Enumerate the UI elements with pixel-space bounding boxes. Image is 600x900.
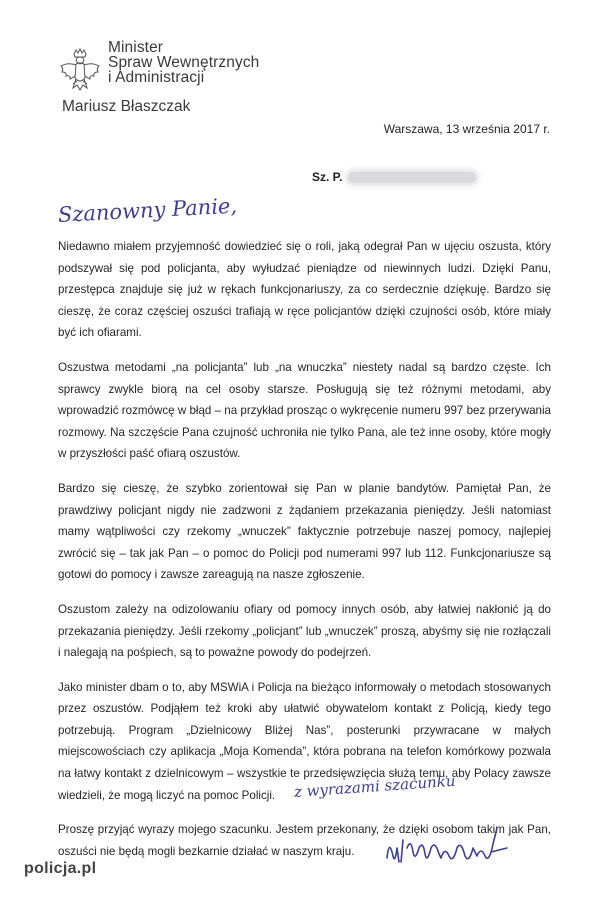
letter-body <box>58 236 551 875</box>
paragraph: Oszustwa metodami „na policjanta” lub „na wnuczka” niestety nadal są bardzo częste. Ich sprawcy zwykle biorą na cel osoby starsze. Posługują się też różnymi metodami, aby wprowadzić rozmówcę w błąd – na przykład prosząc o wykręcenie numeru 997 bez przerywania rozmowy. Na szczęście Pana czujność uchroniła nie tylko Pana, ale też inne osoby, które mogły w przyszłości paść ofiarą oszustów. <box>58 360 551 461</box>
ministry-line: Minister <box>108 39 164 56</box>
minister-name: Mariusz Błaszczak <box>62 98 191 115</box>
ministry-line: i Administracji <box>108 69 205 86</box>
handwritten-closing: z wyrazami szacunku <box>293 771 456 801</box>
handwritten-greeting: Szanowny Panie, <box>57 193 238 227</box>
paragraph: Jako minister dbam o to, aby MSWiA i Policja na bieżąco informowały o metodach stosowanych przez oszustów. Podjąłem też kroki aby ułatwić obywatelom kontakt z Policją, kiedy tego potrzebują. Program „Dzielnicowy Bliżej Nas”, posterunki przywracane w małych miejscowościach czy aplikacja „Moja Komenda”, która pobrana na telefon komórkowy pozwala na łatwy kontakt z dzielnicowym – wszystkie te przedsięwzięcia służą temu, aby Polacy zawsze wiedzieli, że mogą liczyć na pomoc Policji. <box>58 680 551 802</box>
paragraph: Oszustom zależy na odizolowaniu ofiary od pomocy innych osób, aby łatwiej nakłonić ją do przekazania pieniędzy. Jeśli rzekomy „policjant” lub „wnuczek” proszą, abyśmy się nie rozłączali i nalegają na pośpiech, są to poważne powody do podejrzeń. <box>58 602 551 660</box>
place-date: Warszawa, 13 września 2017 r. <box>383 122 550 136</box>
addressee-prefix: Sz. P. <box>312 170 343 184</box>
site-watermark: policja.pl <box>24 860 97 877</box>
paragraph: Niedawno miałem przyjemność dowiedzieć się o roli, jaką odegrał Pan w ujęciu oszusta, który podszywał się pod policjanta, aby wyłudzać pieniądze od niewinnych ludzi. Dzięki Panu, przestępca znajduje się już w rękach funkcjonariuszy, za co serdecznie dziękuję. Bardzo się cieszę, że coraz częściej oszuści trafiają w ręce policjantów dzięki czujności osób, które miały być ich ofiarami. <box>58 240 551 340</box>
signature-name: M. Błaszczak <box>383 873 389 874</box>
ministry-line: Spraw Wewnętrznych <box>108 54 260 71</box>
ministry-name <box>108 40 259 85</box>
paragraph: Bardzo się cieszę, że szybko zorientował się Pan w planie bandytów. Pamiętał Pan, że prawdziwy policjant nigdy nie zadzwoni z żądaniem przekazania pieniędzy. Jeśli natomiast mamy wątpliwości czy rzekomy „wnuczek” faktycznie potrzebuje naszej pomocy, najlepiej zwrócić się – tak jak Pan – o pomoc do Policji pod numerami 997 lub 112. Funkcjonariusze są gotowi do pomocy i zawsze zareagują na nasze zgłoszenie. <box>58 481 551 582</box>
redacted-name-blur <box>348 172 476 183</box>
addressee <box>312 170 476 184</box>
signature <box>383 818 533 874</box>
eagle-emblem-icon <box>58 48 102 104</box>
paragraph: Proszę przyjąć wyrazy mojego szacunku. Jestem przekonany, że dzięki osobom takim jak Pan, oszuści nie będą mogli bezkarnie działać w naszym kraju. <box>58 823 551 858</box>
